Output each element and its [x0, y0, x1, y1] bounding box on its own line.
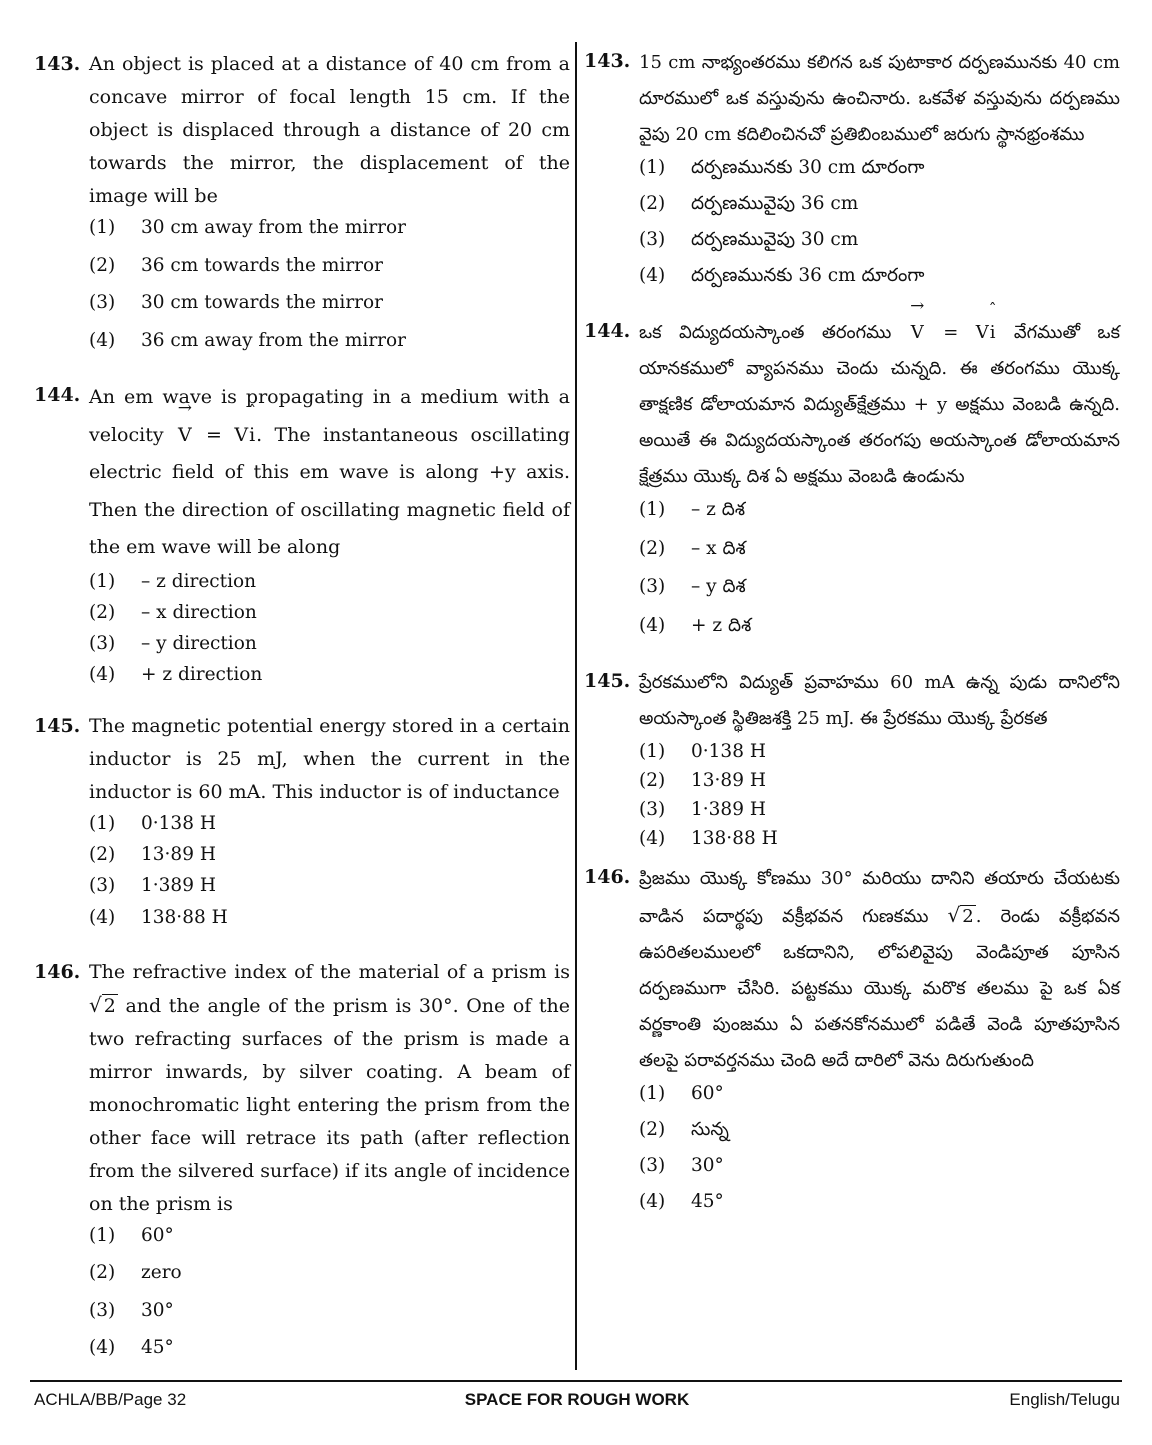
- radical-sign: √: [89, 992, 102, 1017]
- velocity-vector-symbol: → V: [909, 315, 926, 351]
- question-number: 143.: [34, 53, 81, 75]
- option-number: (1): [89, 812, 116, 834]
- question-text: The magnetic potential energy stored in a certain inductor is 25 mJ, when the current in the inductor is 60 mA. This inductor is of inductance: [89, 714, 570, 803]
- option-text: 45°: [141, 1337, 174, 1359]
- radicand: 2: [103, 994, 116, 1017]
- options-list: [89, 217, 570, 367]
- option-3[interactable]: [639, 1155, 1120, 1191]
- option-2[interactable]: [639, 538, 1120, 577]
- question-146-en: [34, 956, 570, 1375]
- radical-sign: √: [947, 903, 961, 927]
- question-number: 145.: [584, 670, 631, 692]
- option-number: (4): [89, 664, 116, 686]
- option-text: – z దిశ: [691, 499, 745, 520]
- option-number: (1): [89, 570, 116, 592]
- option-number: (3): [639, 229, 666, 250]
- options-list: [89, 571, 570, 696]
- option-number: (4): [89, 329, 116, 351]
- question-text-part-a: The refractive index of the material of a prism is: [89, 960, 570, 983]
- equals-sign: =: [943, 322, 959, 343]
- option-number: (4): [639, 265, 666, 286]
- option-4[interactable]: [639, 1191, 1120, 1227]
- column-divider: [575, 42, 577, 1370]
- square-root-expression: [89, 989, 118, 1023]
- option-text: 0·138 H: [691, 741, 766, 762]
- option-3[interactable]: [639, 229, 1120, 265]
- option-4[interactable]: [89, 1337, 570, 1375]
- option-4[interactable]: [639, 265, 1120, 301]
- option-1[interactable]: [639, 499, 1120, 538]
- rough-work-label: SPACE FOR ROUGH WORK: [464, 1390, 690, 1409]
- question-text: [639, 861, 1120, 1079]
- option-2[interactable]: [89, 1262, 570, 1300]
- option-3[interactable]: [89, 875, 570, 906]
- option-number: (2): [639, 1119, 666, 1140]
- option-text: 13·89 H: [691, 770, 766, 791]
- option-text: 36 cm away from the mirror: [141, 329, 406, 351]
- question-number: 143.: [584, 50, 631, 72]
- language-label: English/Telugu: [1009, 1390, 1120, 1409]
- option-4[interactable]: [89, 330, 570, 368]
- option-number: (3): [89, 1299, 116, 1321]
- question-number: 144.: [584, 320, 631, 342]
- option-number: (4): [89, 906, 116, 928]
- option-number: (3): [89, 875, 116, 897]
- option-text: 30 cm away from the mirror: [141, 217, 406, 238]
- option-text: + z దిశ: [691, 614, 752, 636]
- option-number: (2): [89, 843, 116, 865]
- option-3[interactable]: [639, 576, 1120, 615]
- option-text: 0·138 H: [141, 812, 216, 834]
- question-text-part-b: వేగముతో ఒక యానకములో వ్యాపనము చెందు చున్నది. ఈ తరంగము యొక్క తాక్షణిక డోలాయమాన విద్యుత్‌క్షేత్రము + y అక్షము వెంబడి ఉన్నది. అయితే ఈ విద్యుదయస్కాంత తరంగపు అయస్కాంత డోలాయమాన క్షేత్రము యొక్క దిశ ఏ అక్షము వెంబడి ఉండును: [639, 322, 1120, 487]
- question-143-te: [584, 45, 1120, 301]
- option-text: 138·88 H: [141, 906, 228, 928]
- question-number: 144.: [34, 384, 81, 406]
- option-2[interactable]: [89, 255, 570, 293]
- option-2[interactable]: [89, 602, 570, 633]
- option-number: (1): [639, 1083, 666, 1104]
- question-text: 15 cm నాభ్యంతరము కలిగన ఒక పుటాకార దర్పణమునకు 40 cm దూరములో ఒక వస్తువును ఉంచినారు. ఒకవేళ వస్తువును దర్పణము వైపు 20 cm కదిలించినచో ప్రతిబింబములో జరుగు స్థానభ్రంశము: [639, 52, 1120, 145]
- option-number: (1): [89, 1224, 116, 1246]
- option-3[interactable]: [639, 799, 1120, 828]
- unit-vector-i: ˆ i: [989, 315, 997, 351]
- question-145-te: [584, 665, 1120, 857]
- options-list: [89, 813, 570, 938]
- velocity-vector-symbol: → V: [176, 417, 194, 455]
- question-text: [639, 315, 1120, 495]
- option-1[interactable]: [89, 571, 570, 602]
- question-143-en: [34, 48, 570, 367]
- option-text: దర్పణమునకు 30 cm దూరంగా: [691, 157, 925, 178]
- question-text-part-a: ఒక విద్యుదయస్కాంత తరంగము: [639, 322, 892, 343]
- question-text: ప్రేరకములోని విద్యుత్ ప్రవాహము 60 mA ఉన్న పుడు దానిలోని అయస్కాంత స్థితిజశక్తి 25 mJ. ఈ ప్రేరకము యొక్క ప్రేరకత: [639, 672, 1120, 729]
- option-text: – x direction: [141, 601, 257, 623]
- option-1[interactable]: [639, 157, 1120, 193]
- option-number: (4): [639, 828, 666, 849]
- option-number: (4): [639, 1191, 666, 1212]
- option-text: 36 cm towards the mirror: [141, 254, 384, 276]
- option-number: (2): [89, 254, 116, 276]
- question-text-part-b: and the angle of the prism is 30°. One of the two refracting surfaces of the prism is made a mirror inwards, by silver coating. A beam of monochromatic light entering the prism from the other face will retrace its path (after reflection from the silvered surface) if its angle of incidence on the prism is: [89, 994, 571, 1215]
- option-text: 30 cm towards the mirror: [141, 292, 384, 313]
- option-number: (4): [639, 614, 666, 636]
- question-text-part-b: . రెండు వక్రీభవన ఉపరితలములలో ఒకదానిని, లోపలివైపు వెండిపూత పూసిన దర్పణముగా చేసిరి. పట్టకము యొక్క మరొక తలము పై ఒక ఏక వర్ణకాంతి పుంజము ఏ పతనకోనములో పడితే వెండి పూతపూసిన తలపై పరావర్తనము చెంది అదే దారిలో వెను దిరుగుతుంది: [639, 906, 1121, 1071]
- option-1[interactable]: [89, 1225, 570, 1263]
- option-text: 60°: [691, 1083, 724, 1104]
- option-number: (4): [89, 1337, 116, 1359]
- option-text: దర్పణమువైపు 36 cm: [691, 193, 859, 214]
- question-144-te: [584, 315, 1120, 653]
- option-3[interactable]: [89, 1300, 570, 1338]
- question-text-part-a: An em wave is propagating in a medium with a velocity: [89, 386, 570, 446]
- question-number: 146.: [584, 866, 631, 888]
- option-text: 13·89 H: [141, 843, 216, 865]
- option-text: 30°: [691, 1155, 724, 1176]
- option-text: + z direction: [141, 664, 263, 686]
- question-text-part-a: ప్రిజము యొక్క కోణము 30° మరియు దానిని తయారు చేయటకు వాడిన పదార్థపు వక్రీభవన గుణకము: [639, 868, 1120, 927]
- option-4[interactable]: [89, 907, 570, 938]
- options-list: [639, 741, 1120, 857]
- options-list: [639, 157, 1120, 301]
- option-text: 60°: [141, 1224, 174, 1246]
- option-number: (2): [89, 601, 116, 623]
- question-number: 145.: [34, 714, 81, 737]
- option-text: – y దిశ: [691, 576, 746, 597]
- english-column: [34, 48, 570, 1375]
- option-text: zero: [141, 1262, 182, 1284]
- question-146-te: [584, 861, 1120, 1227]
- option-1[interactable]: [639, 1083, 1120, 1119]
- option-text: 30°: [141, 1299, 174, 1321]
- options-list: [89, 1225, 570, 1375]
- question-number: 146.: [34, 960, 81, 983]
- option-text: 1·389 H: [141, 875, 216, 897]
- option-2[interactable]: [639, 770, 1120, 799]
- option-text: దర్పణమువైపు 30 cm: [691, 229, 859, 250]
- question-text-part-b: . The instantaneous oscillating electric field of this em wave is along +y axis. Then the direction of oscillating magnetic field of the em wave will be along: [89, 423, 571, 558]
- option-1[interactable]: [89, 217, 570, 255]
- options-list: [639, 499, 1120, 653]
- footer-rule: [30, 1380, 1122, 1382]
- option-number: (3): [639, 1155, 666, 1176]
- option-2[interactable]: [639, 1119, 1120, 1155]
- page-code: ACHLA/BB/Page 32: [34, 1390, 187, 1409]
- option-4[interactable]: [639, 828, 1120, 857]
- option-text: 138·88 H: [691, 828, 778, 849]
- option-number: (3): [89, 633, 116, 655]
- velocity-magnitude: V: [234, 423, 249, 446]
- velocity-magnitude: V: [975, 322, 989, 343]
- option-text: 1·389 H: [691, 799, 766, 820]
- question-144-en: [34, 379, 570, 696]
- option-number: (2): [639, 770, 666, 791]
- telugu-column: [584, 45, 1120, 1227]
- square-root-expression: [948, 897, 976, 935]
- option-number: (2): [639, 193, 666, 214]
- option-4[interactable]: [639, 615, 1120, 654]
- option-2[interactable]: [89, 844, 570, 875]
- option-number: (1): [639, 157, 666, 178]
- question-text: An object is placed at a distance of 40 cm from a concave mirror of focal length 15 cm. If the object is displaced through a distance of 20 cm towards the mirror, the displacement of the image will be: [89, 53, 570, 207]
- option-text: – x దిశ: [691, 537, 746, 559]
- option-2[interactable]: [639, 193, 1120, 229]
- question-text: [89, 956, 570, 1221]
- options-list: [639, 1083, 1120, 1227]
- option-4[interactable]: [89, 664, 570, 695]
- option-text: – y direction: [141, 633, 257, 655]
- unit-vector-i: ˆ i: [248, 417, 256, 455]
- page-footer: [34, 1390, 1120, 1414]
- question-text: [89, 379, 570, 567]
- option-number: (1): [639, 499, 666, 520]
- option-number: (1): [89, 217, 116, 238]
- option-number: (3): [639, 799, 666, 820]
- option-number: (2): [639, 537, 666, 559]
- equals-sign: =: [206, 423, 222, 446]
- option-1[interactable]: [89, 813, 570, 844]
- radicand: 2: [962, 906, 974, 927]
- option-text: 45°: [691, 1191, 724, 1212]
- option-number: (1): [639, 741, 666, 762]
- option-3[interactable]: [89, 292, 570, 330]
- option-number: (3): [89, 292, 116, 313]
- option-number: (2): [89, 1262, 116, 1284]
- option-3[interactable]: [89, 633, 570, 664]
- option-number: (3): [639, 576, 666, 597]
- option-1[interactable]: [639, 741, 1120, 770]
- question-145-en: [34, 710, 570, 938]
- option-text: – z direction: [141, 570, 257, 592]
- option-text: సున్న: [691, 1119, 729, 1140]
- option-text: దర్పణమునకు 36 cm దూరంగా: [691, 265, 925, 286]
